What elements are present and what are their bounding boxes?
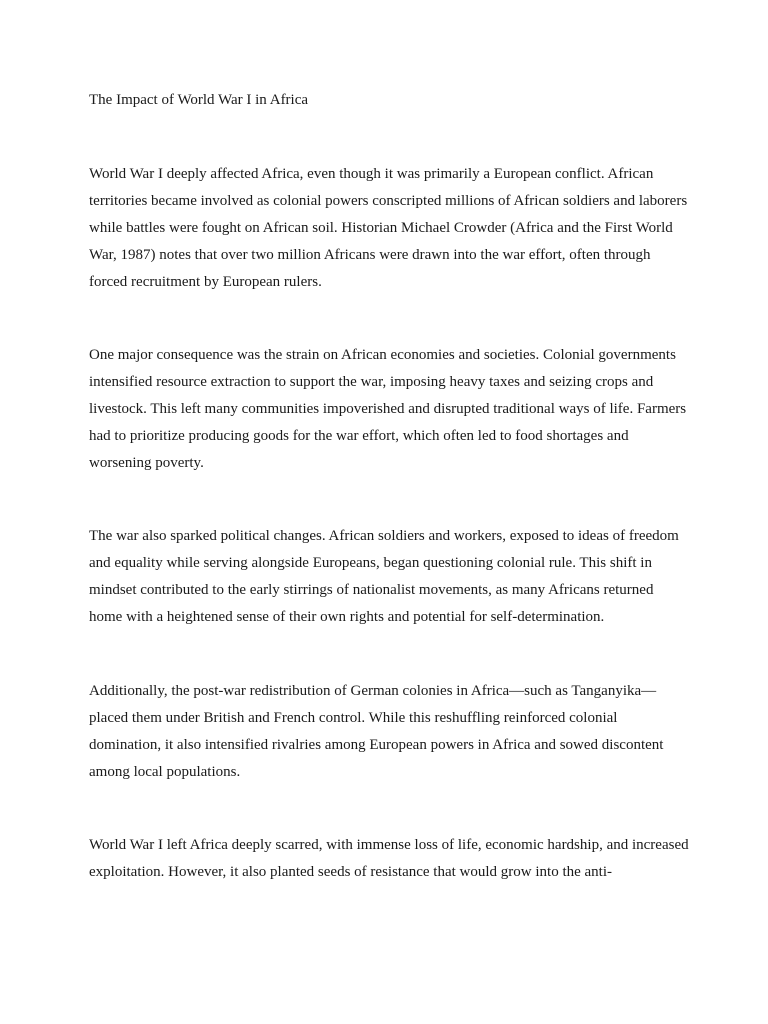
document-page [89, 88, 689, 880]
paragraph-colonial-redistribution: Additionally, the post-war redistribution of German colonies in Africa—such as Tanganyika—placed them under British and French control. While this reshuffling reinforced colonial domination, it also intensified rivalries among European powers in Africa and sowed discontent among local populations. [89, 683, 664, 780]
paragraph-conclusion: World War I left Africa deeply scarred, with immense loss of life, economic hardship, and increased exploitation. However, it also planted seeds of resistance that would grow into the anti- [89, 837, 689, 880]
paragraph-economic-strain: One major consequence was the strain on African economies and societies. Colonial governments intensified resource extraction to support the war, imposing heavy taxes and seizing crops and livestock. This left many communities impoverished and disrupted traditional ways of life. Farmers had to prioritize producing goods for the war effort, which often led to food shortages and worsening poverty. [89, 347, 687, 471]
paragraph-introduction: World War I deeply affected Africa, even though it was primarily a European conflict. African territories became involved as colonial powers conscripted millions of African soldiers and laborers while battles were fought on African soil. Historian Michael Crowder (Africa and the First World War, 1987) notes that over two million Africans were drawn into the war effort, often through forced recruitment by European rulers. [89, 166, 688, 290]
document-title: The Impact of World War I in Africa [89, 92, 309, 108]
paragraph-political-changes: The war also sparked political changes. African soldiers and workers, exposed to ideas of freedom and equality while serving alongside Europeans, began questioning colonial rule. This shift in mindset contributed to the early stirrings of nationalist movements, as many Africans returned home with a heightened sense of their own rights and potential for self-determination. [89, 528, 679, 625]
